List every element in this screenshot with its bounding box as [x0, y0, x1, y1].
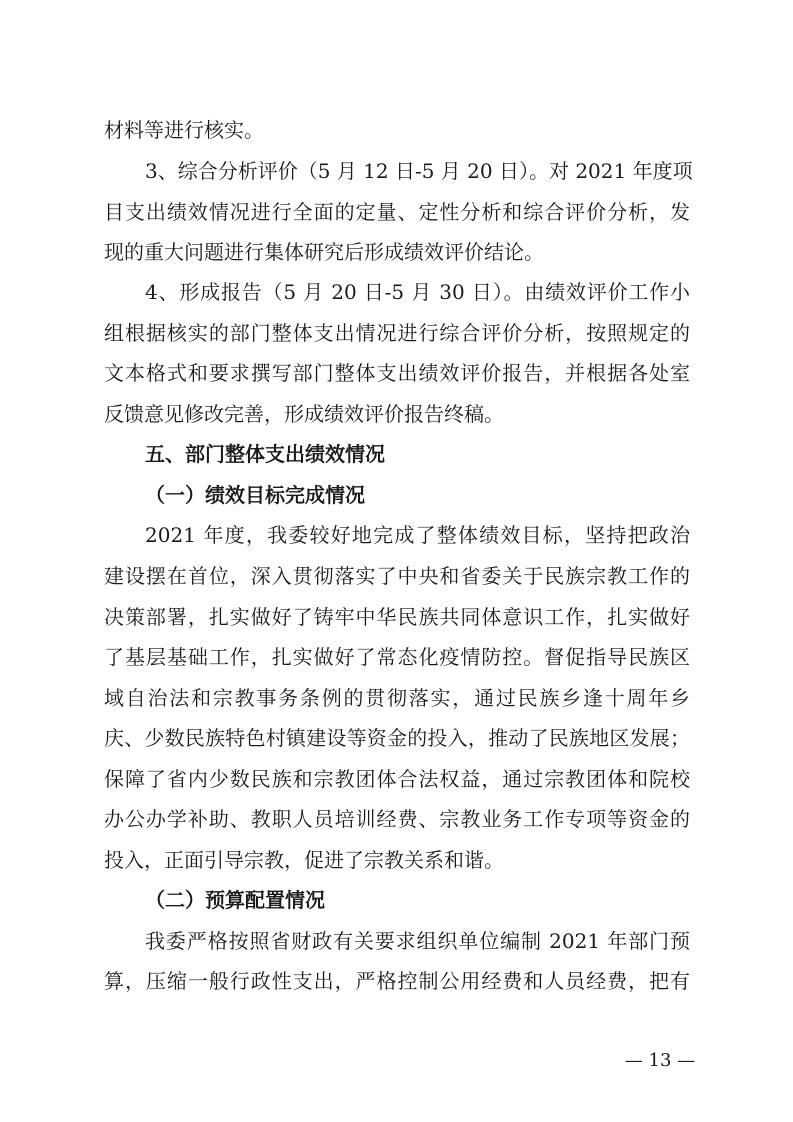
- paragraph-line-step-3: 3、综合分析评价（5 月 12 日-5 月 20 日）。对 2021 年度项: [145, 159, 693, 183]
- subsection-heading-budget-allocation: （二）预算配置情况: [145, 888, 325, 912]
- paragraph-line: 文本格式和要求撰写部门整体支出绩效评价报告，并根据各处室: [104, 361, 690, 385]
- paragraph-line: 反馈意见修改完善，形成绩效评价报告终稿。: [104, 402, 504, 426]
- paragraph-line: 了基层基础工作，扎实做好了常态化疫情防控。督促指导民族区: [104, 645, 690, 669]
- paragraph-line: 目支出绩效情况进行全面的定量、定性分析和综合评价分析，发: [104, 200, 690, 224]
- paragraph-line: 我委严格按照省财政有关要求组织单位编制 2021 年部门预: [145, 929, 690, 953]
- paragraph-line: 保障了省内少数民族和宗教团体合法权益，通过宗教团体和院校: [104, 767, 690, 791]
- paragraph-line: 组根据核实的部门整体支出情况进行综合评价分析，按照规定的: [104, 321, 690, 345]
- paragraph-line-continuation: 材料等进行核实。: [104, 118, 264, 142]
- paragraph-line: 办公办学补助、教职人员培训经费、宗教业务工作专项等资金的: [104, 807, 690, 831]
- paragraph-line: 庆、少数民族特色村镇建设等资金的投入，推动了民族地区发展；: [104, 726, 690, 750]
- section-heading-five: 五、部门整体支出绩效情况: [145, 442, 385, 466]
- paragraph-line: 算，压缩一般行政性支出，严格控制公用经费和人员经费，把有: [104, 969, 690, 993]
- paragraph-line: 2021 年度，我委较好地完成了整体绩效目标，坚持把政治: [145, 523, 690, 547]
- paragraph-line: 投入，正面引导宗教，促进了宗教关系和谐。: [104, 848, 504, 872]
- paragraph-line-step-4: 4、形成报告（5 月 20 日-5 月 30 日）。由绩效评价工作小: [145, 280, 690, 304]
- paragraph-line: 现的重大问题进行集体研究后形成绩效评价结论。: [104, 240, 544, 264]
- paragraph-line: 决策部署，扎实做好了铸牢中华民族共同体意识工作，扎实做好: [104, 605, 690, 629]
- page-number: — 13 —: [624, 1050, 696, 1071]
- subsection-heading-performance-goals: （一）绩效目标完成情况: [145, 483, 365, 507]
- paragraph-line: 建设摆在首位，深入贯彻落实了中央和省委关于民族宗教工作的: [104, 564, 690, 588]
- paragraph-line: 域自治法和宗教事务条例的贯彻落实，通过民族乡逢十周年乡: [104, 686, 690, 710]
